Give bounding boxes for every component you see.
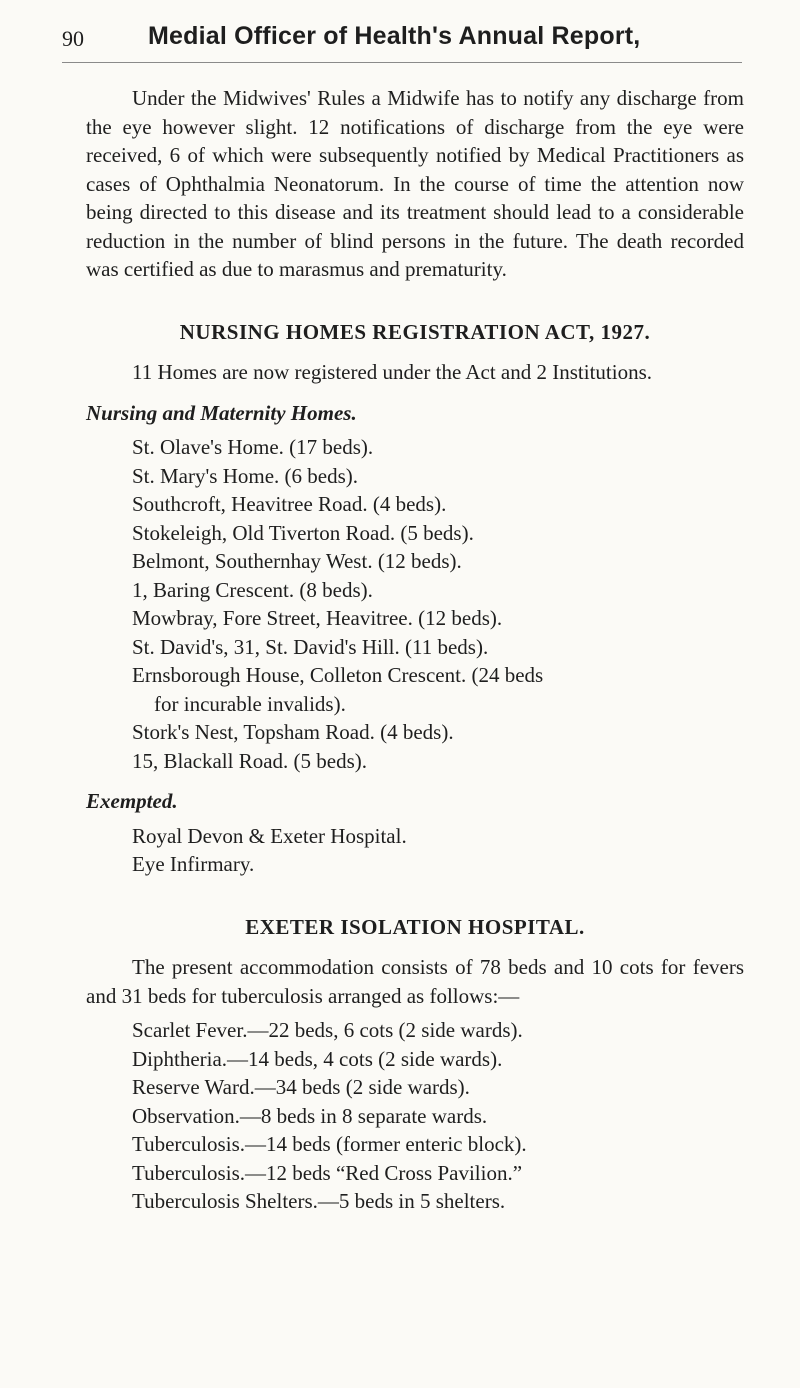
- intro-paragraph: Under the Midwives' Rules a Midwife has to notify any discharge from the eye however slight. 12 notifications of discharge from the eye were received, 6 of which were subsequently notified by Medical Practitioners as cases of Ophthalmia Neonatorum. In the course of time the attention now being directed to this disease and its treatment should lead to a considerable reduction in the number of blind persons in the future. The death recorded was certified as due to marasmus and prematurity.: [86, 86, 744, 281]
- list-item: St. David's, 31, St. David's Hill. (11 beds).: [132, 634, 489, 659]
- list-item: Royal Devon & Exeter Hospital.: [132, 823, 407, 848]
- running-title: Medial Officer of Health's Annual Report,: [148, 22, 641, 50]
- list-item: Mowbray, Fore Street, Heavitree. (12 beds).: [132, 606, 503, 630]
- list-item: 15, Blackall Road. (5 beds).: [132, 748, 368, 773]
- nursing-homes-heading: NURSING HOMES REGISTRATION ACT, 1927.: [179, 319, 651, 344]
- list-item: Eye Infirmary.: [132, 852, 255, 876]
- list-item: Scarlet Fever.—22 beds, 6 cots (2 side wards).: [132, 1018, 523, 1042]
- list-item: Tuberculosis.—12 beds “Red Cross Pavilion.”: [132, 1160, 523, 1185]
- list-item: Stokeleigh, Old Tiverton Road. (5 beds).: [132, 520, 474, 545]
- list-item: Reserve Ward.—34 beds (2 side wards).: [132, 1075, 470, 1099]
- list-item: Diphtheria.—14 beds, 4 cots (2 side wards).: [132, 1046, 503, 1071]
- list-item-continuation: for incurable invalids).: [154, 691, 346, 716]
- exempted-subheading: Exempted.: [86, 789, 178, 813]
- list-item: Belmont, Southernhay West. (12 beds).: [132, 549, 462, 573]
- page-number: 90: [62, 26, 84, 51]
- list-item: Observation.—8 beds in 8 separate wards.: [132, 1103, 488, 1128]
- list-item: St. Olave's Home. (17 beds).: [132, 435, 374, 459]
- page-body: [86, 84, 744, 1216]
- list-item: St. Mary's Home. (6 beds).: [132, 463, 359, 488]
- nursing-homes-paragraph: 11 Homes are now registered under the Act and 2 Institutions.: [132, 360, 653, 384]
- nursing-homes-list: [86, 433, 744, 775]
- list-item: Southcroft, Heavitree Road. (4 beds).: [132, 492, 447, 516]
- list-item: Tuberculosis Shelters.—5 beds in 5 shelters.: [132, 1189, 506, 1213]
- list-item: Tuberculosis.—14 beds (former enteric block).: [132, 1132, 527, 1156]
- page-header: [62, 22, 742, 63]
- list-item: Ernsborough House, Colleton Crescent. (24 beds: [132, 663, 544, 687]
- isolation-hospital-heading: EXETER ISOLATION HOSPITAL.: [245, 914, 585, 939]
- isolation-paragraph: The present accommodation consists of 78 beds and 10 cots for fevers and 31 beds for tuberculosis arranged as follows:—: [86, 955, 744, 1008]
- nursing-maternity-subheading: Nursing and Maternity Homes.: [86, 400, 357, 425]
- list-item: Stork's Nest, Topsham Road. (4 beds).: [132, 720, 454, 744]
- wards-list: [86, 1016, 744, 1216]
- list-item: 1, Baring Crescent. (8 beds).: [132, 577, 373, 602]
